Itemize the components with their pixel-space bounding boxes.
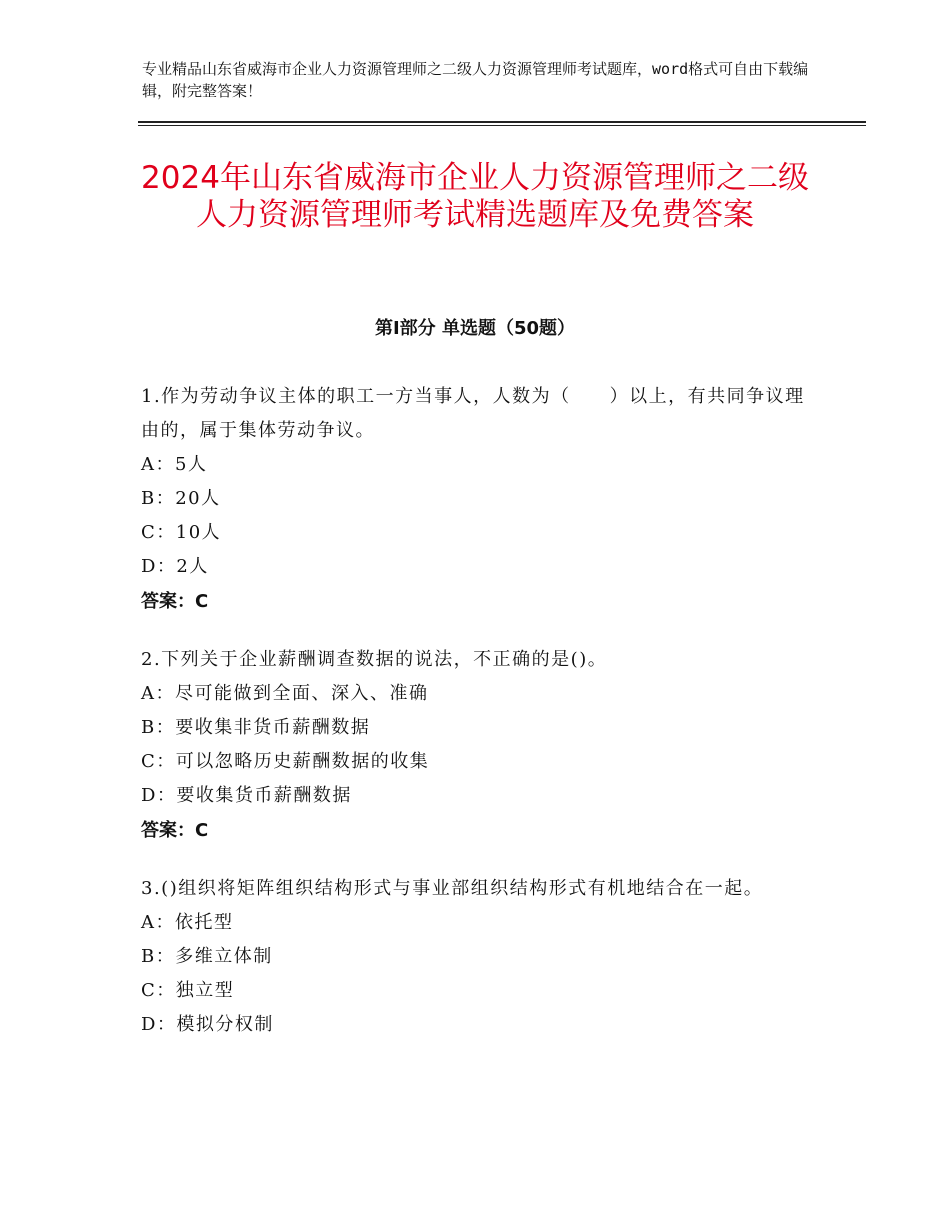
- question-stem: 2.下列关于企业薪酬调查数据的说法，不正确的是()。: [141, 649, 608, 670]
- option-a: A：依托型: [141, 912, 234, 933]
- option-d: D：2人: [141, 556, 209, 577]
- header-divider-thick: [138, 121, 866, 123]
- header-divider: [138, 121, 866, 126]
- option-b: B：多维立体制: [141, 946, 273, 967]
- question-stem: 1.作为劳动争议主体的职工一方当事人，人数为（ ）以上，有共同争议理由的，属于集体劳动争议。: [141, 386, 805, 441]
- option-a: A：尽可能做到全面、深入、准确: [141, 683, 429, 704]
- question-list: [141, 380, 821, 1065]
- document-title: 2024年山东省威海市企业人力资源管理师之二级人力资源管理师考试精选题库及免费答案: [141, 160, 809, 233]
- option-c: C：10人: [141, 522, 222, 543]
- question-stem: 3.()组织将矩阵组织结构形式与事业部组织结构形式有机地结合在一起。: [141, 878, 764, 899]
- option-d: D：模拟分权制: [141, 1014, 274, 1035]
- section-title: 第Ⅰ部分 单选题（50题）: [374, 318, 575, 339]
- header-divider-thin: [138, 125, 866, 126]
- option-d: D：要收集货币薪酬数据: [141, 785, 352, 806]
- answer-line: 答案：C: [141, 591, 209, 612]
- question-item: [141, 380, 821, 620]
- question-item: [141, 872, 821, 1042]
- header-note: 专业精品山东省威海市企业人力资源管理师之二级人力资源管理师考试题库，word格式可自由下载编辑，附完整答案！: [142, 60, 809, 100]
- question-item: [141, 643, 821, 849]
- option-c: C：独立型: [141, 980, 235, 1001]
- option-b: B：20人: [141, 488, 221, 509]
- option-b: B：要收集非货币薪酬数据: [141, 717, 371, 738]
- answer-line: 答案：C: [141, 820, 209, 841]
- option-a: A：5人: [141, 454, 208, 475]
- option-c: C：可以忽略历史薪酬数据的收集: [141, 751, 430, 772]
